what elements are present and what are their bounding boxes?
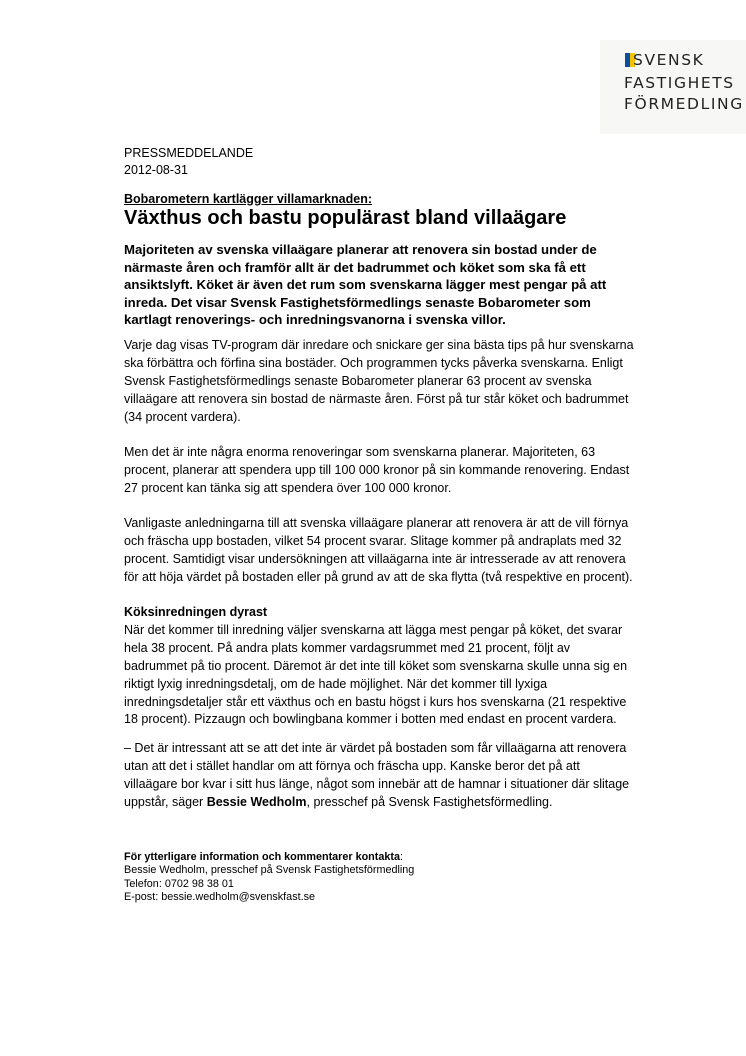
contact-heading: För ytterligare information och kommentarer kontakta (124, 851, 400, 863)
body-line: När det kommer till inredning väljer svenskarna att lägga mest pengar på köket, det svarar (124, 622, 623, 637)
body-line (124, 794, 694, 812)
contact-person: Bessie Wedholm, presschef på Svensk Fastighetsförmedling (124, 864, 415, 877)
logo-line-3: FÖRMEDLING (624, 95, 744, 113)
contact-phone: Telefon: 0702 98 38 01 (124, 877, 234, 890)
lead-line: kartlagt renoverings- och inredningsvanorna i svenska villor. (124, 312, 506, 328)
body-line: Svensk Fastighetsförmedlings senaste Bobarometer planerar 63 procent av svenska (124, 373, 592, 388)
contact-heading-line (124, 851, 414, 864)
release-date: 2012-08-31 (124, 163, 188, 177)
body-line: Vanligaste anledningarna till att svenska villaägare planerar att renovera är att de vill förnya (124, 516, 629, 530)
lead-line: närmaste åren och framför allt är det badrummet och köket som ska få ett (124, 259, 586, 275)
lead-line: inreda. Det visar Svensk Fastighetsförmedlings senaste Bobarometer som (124, 294, 591, 310)
body-line: inredningsdetaljer står ett växthus och en bastu högst i kurs hos svenskarna (21 respektive (124, 694, 627, 709)
body-line: Varje dag visas TV-program där inredare och snickare ger sina bästa tips på hur svenskarna (124, 338, 634, 352)
body-paragraph-2 (124, 444, 694, 498)
body-line: hela 38 procent. På andra plats kommer vardagsrummet med 21 procent, följt av (124, 640, 571, 655)
body-line: 27 procent kan tänka sig att spendera över 100 000 kronor. (124, 480, 452, 495)
body-line: riktigt lyxig inredningsdetalj, om de hade möjlighet. När det kommer till lyxiga (124, 676, 548, 691)
contact-email: E-post: bessie.wedholm@svenskfast.se (124, 891, 315, 904)
logo-line-1: SVENSK (633, 51, 705, 69)
kicker: Bobarometern kartlägger villamarknaden: (124, 192, 372, 206)
body-line: procent, planerar att spendera upp till 100 000 kronor på sin kommande renovering. Endast (124, 462, 630, 477)
body-line: för att höja värdet på bostaden eller på grund av att de ska flytta (två respektive en procent). (124, 569, 633, 584)
body-line: villaägare bor kvar i sitt hus länge, något som innebär att de hamnar i situationer där slitage (124, 776, 630, 791)
contact-block (124, 851, 414, 905)
quote-attribution: , presschef på Svensk Fastighetsförmedling. (306, 794, 553, 809)
body-paragraph-3 (124, 515, 694, 587)
contact-heading-colon: : (399, 851, 403, 863)
body-line: (34 procent vardera). (124, 409, 241, 424)
logo-line-2: FASTIGHETS (624, 74, 735, 92)
quote-text: uppstår, säger (124, 794, 207, 809)
spokesperson-name: Bessie Wedholm (206, 794, 307, 809)
body-line: badrummet på tio procent. Däremot är det inte till köket som svenskarna skulle unna sig en (124, 658, 628, 673)
body-line: villaägare att renovera sin bostad de närmaste åren. Först på tur står köket och badrummet (124, 391, 629, 406)
body-paragraph-4 (124, 604, 694, 729)
document-type: PRESSMEDDELANDE (124, 146, 254, 160)
body-line: ska förbättra och förfina sina bostäder. Och programmen tycks påverka svenskarna. Enligt (124, 355, 623, 370)
body-paragraph-1 (124, 337, 694, 427)
body-line: – Det är intressant att se att det inte är värdet på bostaden som får villaägarna att renovera (124, 741, 627, 755)
body-line: procent. Samtidigt visar undersökningen att villaägarna inte är intresserade av att renovera (124, 551, 626, 566)
lead-line: ansiktslyft. Köket är även det rum som svenskarna lägger mest pengar på att (124, 277, 607, 293)
company-logo (600, 40, 746, 134)
section-subheading: Köksinredningen dyrast (124, 605, 268, 619)
body-line: 18 procent). Pizzaugn och bowlingbana kommer i botten med endast en procent vardera. (124, 712, 617, 727)
body-line: och fräscha upp bostaden, vilket 54 procent svarar. Slitage kommer på andraplats med 32 (124, 533, 622, 548)
lead-line: Majoriteten av svenska villaägare planerar att renovera sin bostad under de (124, 242, 597, 257)
lead-paragraph (124, 241, 694, 329)
headline: Växthus och bastu populärast bland villaägare (124, 207, 567, 229)
body-line: utan att det i stället handlar om att förnya och fräscha upp. Kanske beror det på att (124, 758, 580, 773)
body-paragraph-5 (124, 740, 694, 812)
body-line: Men det är inte några enorma renoveringar som svenskarna planerar. Majoriteten, 63 (124, 445, 596, 459)
